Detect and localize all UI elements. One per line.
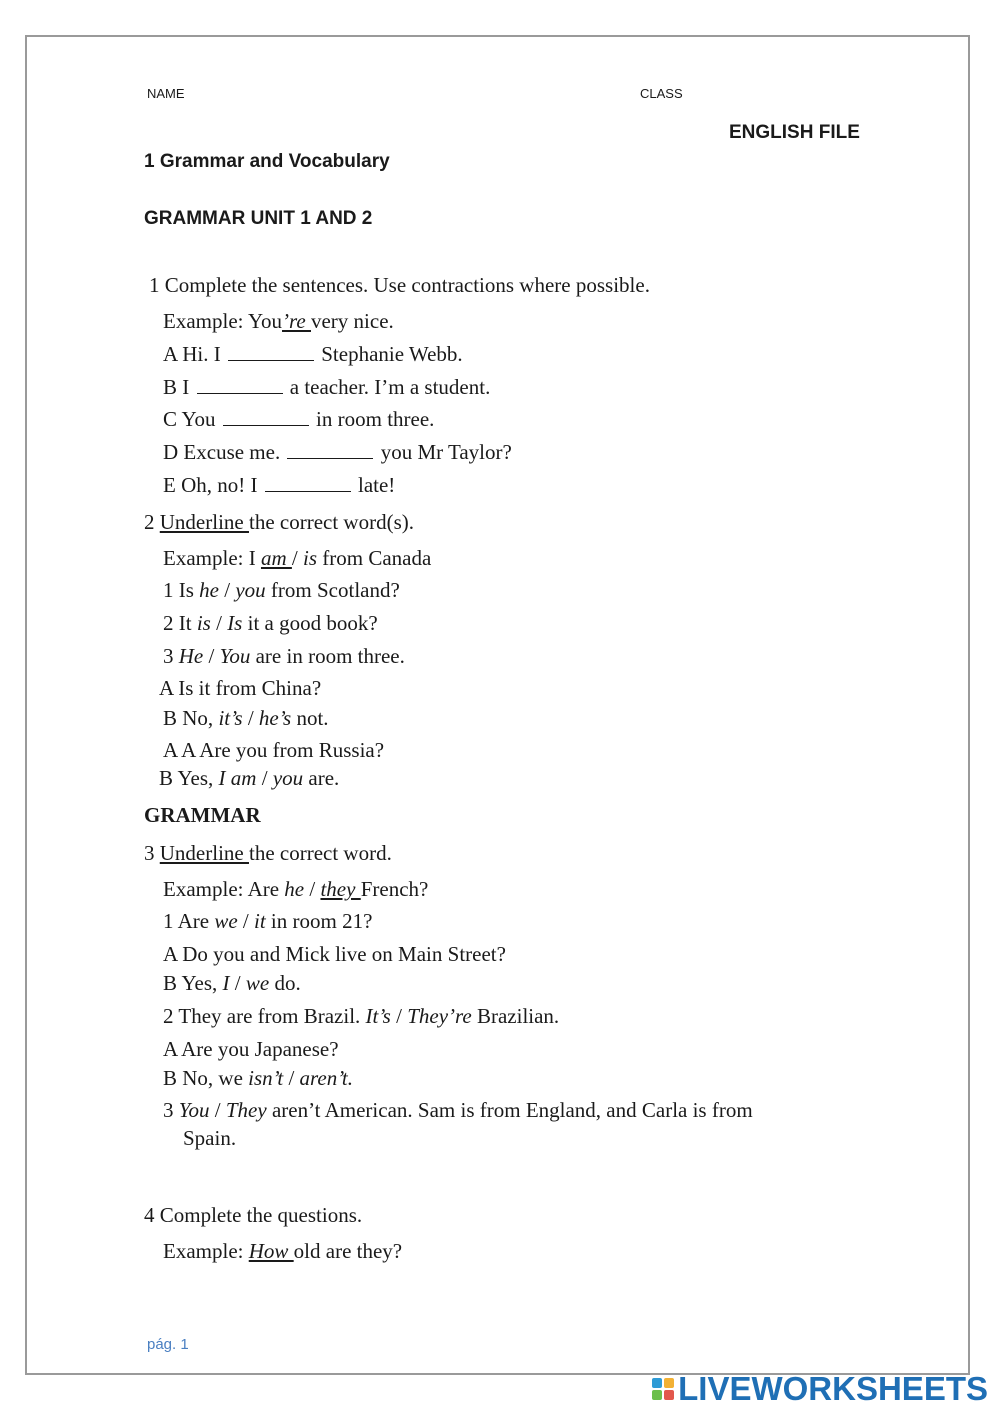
ex4-example xyxy=(163,1239,402,1264)
page-number: pág. 1 xyxy=(147,1336,189,1353)
ex1-item-c xyxy=(163,407,434,432)
ex3-q3-option-2[interactable]: They’re xyxy=(407,1004,472,1028)
ex2-q2-option-2[interactable]: Is xyxy=(227,611,243,635)
ex2-q2-rest: it a good book? xyxy=(242,611,378,635)
ex2-q5-separator: / xyxy=(256,766,273,790)
ex1-example-suffix: very nice. xyxy=(310,309,394,333)
ex2-q4-rest: not. xyxy=(291,706,329,730)
ex3-q1-rest: in room 21? xyxy=(265,909,373,933)
ex3-q3-separator: / xyxy=(390,1004,408,1028)
section-title: 1 Grammar and Vocabulary xyxy=(144,151,390,172)
ex2-q2-text: 2 It xyxy=(163,611,197,635)
ex3-q4-separator: / xyxy=(283,1066,300,1090)
ex3-q2-line-a: A Do you and Mick live on Main Street? xyxy=(163,942,506,966)
ex2-q3 xyxy=(163,644,405,669)
ex2-q2 xyxy=(163,611,378,636)
ex4-example-answer: How xyxy=(248,1239,294,1263)
ex1-item-d xyxy=(163,440,512,465)
ex4-example-prefix: Example: xyxy=(163,1239,249,1263)
ex1-item-e-after: late! xyxy=(352,473,396,497)
ex1-item-a-after: Stephanie Webb. xyxy=(316,342,463,366)
ex3-q1-option-1[interactable]: we xyxy=(214,909,238,933)
ex2-q4-line-b xyxy=(163,706,329,731)
ex2-example-opt2: is xyxy=(302,546,317,570)
ex2-q5-option-1[interactable]: I am xyxy=(218,766,257,790)
ex2-q1-separator: / xyxy=(219,578,236,602)
ex1-item-c-blank[interactable] xyxy=(223,409,309,426)
ex3-q1-separator: / xyxy=(237,909,254,933)
ex1-item-b-before: B I xyxy=(163,375,195,399)
ex1-item-c-before: C You xyxy=(163,407,221,431)
ex2-q5-line-a: A A Are you from Russia? xyxy=(163,738,385,762)
unit-title: GRAMMAR UNIT 1 AND 2 xyxy=(144,208,373,229)
ex2-q2-separator: / xyxy=(210,611,228,635)
ex3-example-rest: French? xyxy=(360,877,429,901)
ex3-example-opt1: he xyxy=(284,877,305,901)
ex2-example-suffix: from Canada xyxy=(317,546,432,570)
ex2-q5-rest: are. xyxy=(303,766,340,790)
ex3-q3-text: 2 They are from Brazil. xyxy=(163,1004,366,1028)
ex3-q2-text: B Yes, xyxy=(163,971,223,995)
ex2-q1-text: 1 Is xyxy=(163,578,200,602)
liveworksheets-logo[interactable] xyxy=(652,1370,988,1408)
ex2-q5-line-b xyxy=(159,766,339,791)
ex3-example-separator: / xyxy=(304,877,321,901)
ex3-q1-text: 1 Are xyxy=(163,909,215,933)
ex1-item-c-after: in room three. xyxy=(310,407,435,431)
ex2-q4-separator: / xyxy=(242,706,259,730)
ex3-q1 xyxy=(163,909,372,934)
ex3-q5-option-1[interactable]: You xyxy=(178,1098,210,1122)
ex3-q5-continuation: Spain. xyxy=(183,1126,237,1150)
worksheet-page-frame xyxy=(25,35,970,1375)
ex3-q2-line-b xyxy=(163,971,301,996)
ex3-q5-rest: aren’t American. Sam is from England, and Carla is from xyxy=(266,1098,753,1122)
ex2-q3-rest: are in room three. xyxy=(250,644,405,668)
ex1-item-b-after: a teacher. I’m a student. xyxy=(284,375,491,399)
grammar-heading: GRAMMAR xyxy=(144,803,261,827)
ex3-q5-text: 3 xyxy=(163,1098,179,1122)
ex2-instruction xyxy=(144,510,414,535)
ex1-item-d-before: D Excuse me. xyxy=(163,440,286,464)
ex2-q3-text: 3 xyxy=(163,644,179,668)
ex2-q5-text: B Yes, xyxy=(159,766,219,790)
ex1-item-a-blank[interactable] xyxy=(228,344,314,361)
ex1-example xyxy=(163,309,394,334)
ex3-q2-separator: / xyxy=(229,971,246,995)
ex3-q1-option-2[interactable]: it xyxy=(254,909,266,933)
ex1-item-e xyxy=(163,473,395,498)
ex2-q1-rest: from Scotland? xyxy=(265,578,400,602)
ex3-q2-rest: do. xyxy=(269,971,301,995)
ex2-q1 xyxy=(163,578,400,603)
name-label: NAME xyxy=(147,86,185,101)
liveworksheets-icon xyxy=(652,1378,674,1400)
ex3-instruction-rest: the correct word. xyxy=(248,841,392,865)
ex1-item-b xyxy=(163,375,490,400)
ex1-item-e-blank[interactable] xyxy=(265,475,351,492)
ex3-q2-option-2[interactable]: we xyxy=(245,971,270,995)
ex2-example-opt1: am xyxy=(260,546,292,570)
ex1-item-b-blank[interactable] xyxy=(197,377,283,394)
ex4-example-suffix: old are they? xyxy=(293,1239,403,1263)
ex3-q4-line-b xyxy=(163,1066,353,1091)
ex3-example-text: Example: Are xyxy=(163,877,285,901)
ex1-item-d-after: you Mr Taylor? xyxy=(375,440,512,464)
book-title: ENGLISH FILE xyxy=(729,122,860,143)
ex3-q5-separator: / xyxy=(209,1098,226,1122)
ex3-q4-line-a: A Are you Japanese? xyxy=(163,1037,339,1061)
ex2-example-prefix: Example: I xyxy=(163,546,261,570)
ex2-q4-text: B No, xyxy=(163,706,219,730)
ex3-q2-option-1[interactable]: I xyxy=(222,971,230,995)
ex1-item-e-before: E Oh, no! I xyxy=(163,473,263,497)
ex3-q5-option-2[interactable]: They xyxy=(225,1098,267,1122)
ex1-example-answer: ’re xyxy=(282,309,311,333)
ex3-q3-option-1[interactable]: It’s xyxy=(365,1004,391,1028)
ex4-instruction: 4 Complete the questions. xyxy=(144,1203,363,1227)
ex3-instruction xyxy=(144,841,392,866)
ex1-item-a-before: A Hi. I xyxy=(163,342,226,366)
ex3-number: 3 xyxy=(144,841,160,865)
ex3-q3 xyxy=(163,1004,559,1029)
ex2-number: 2 xyxy=(144,510,160,534)
ex2-q1-option-2[interactable]: you xyxy=(235,578,266,602)
ex2-q4-option-2[interactable]: he’s xyxy=(258,706,292,730)
class-label: CLASS xyxy=(640,86,683,101)
ex2-q3-option-2[interactable]: You xyxy=(219,644,251,668)
ex3-underline-word: Underline xyxy=(159,841,249,865)
ex3-q4-option-1[interactable]: isn’t xyxy=(248,1066,284,1090)
ex2-instruction-rest: the correct word(s). xyxy=(248,510,414,534)
ex1-example-prefix: Example: You xyxy=(163,309,283,333)
ex2-underline-word: Underline xyxy=(159,510,249,534)
ex2-q4-line-a: A Is it from China? xyxy=(159,676,322,700)
ex2-q3-separator: / xyxy=(203,644,220,668)
ex1-item-a xyxy=(163,342,463,367)
ex2-q2-option-1[interactable]: is xyxy=(196,611,211,635)
ex3-q5 xyxy=(163,1098,753,1123)
ex2-example xyxy=(163,546,431,571)
ex1-instruction: 1 Complete the sentences. Use contractions where possible. xyxy=(149,273,650,297)
ex2-q3-option-1[interactable]: He xyxy=(178,644,204,668)
ex3-q4-text: B No, we xyxy=(163,1066,249,1090)
liveworksheets-brand: LIVEWORKSHEETS xyxy=(678,1370,988,1407)
ex3-q4-option-2[interactable]: aren’t. xyxy=(299,1066,353,1090)
ex2-example-slash: / xyxy=(291,546,303,570)
ex3-example-opt2: they xyxy=(320,877,361,901)
ex3-q3-rest: Brazilian. xyxy=(471,1004,560,1028)
ex2-q4-option-1[interactable]: it’s xyxy=(218,706,243,730)
ex2-q5-option-2[interactable]: you xyxy=(272,766,304,790)
ex3-example xyxy=(163,877,428,902)
ex1-item-d-blank[interactable] xyxy=(287,442,373,459)
ex2-q1-option-1[interactable]: he xyxy=(199,578,219,602)
